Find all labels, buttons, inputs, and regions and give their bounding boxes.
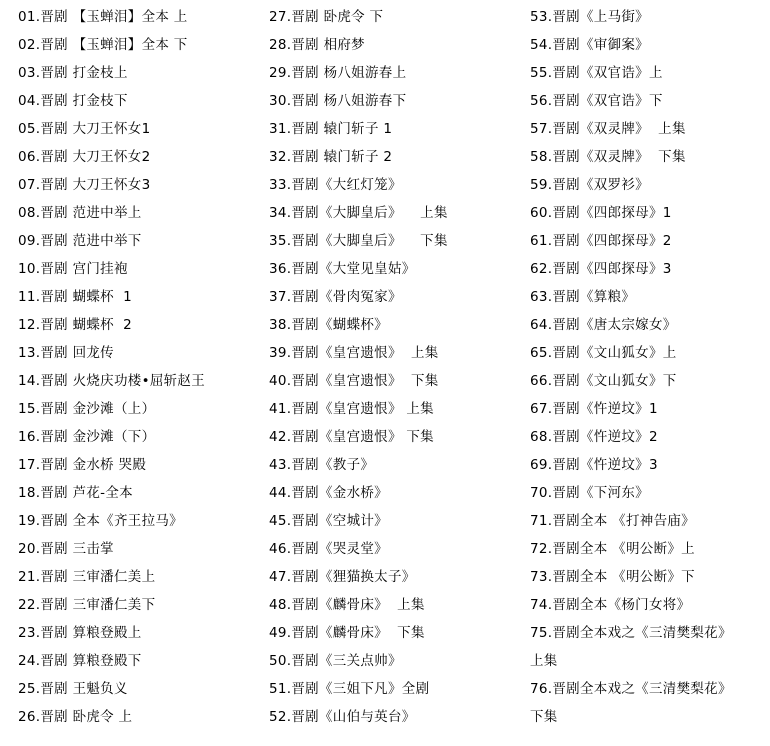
list-item — [530, 619, 770, 647]
item-number: 15. — [18, 401, 41, 417]
item-title: 上集 — [530, 653, 558, 669]
list-item — [18, 451, 258, 479]
item-title: 晋剧《皇宫遗恨》 下集 — [291, 429, 434, 445]
list-item — [269, 171, 519, 199]
item-number: 34. — [269, 205, 292, 221]
item-number: 53. — [530, 9, 553, 25]
item-number: 40. — [269, 373, 292, 389]
item-number: 20. — [18, 541, 41, 557]
list-item — [269, 507, 519, 535]
list-item — [530, 479, 770, 507]
item-number: 39. — [269, 345, 292, 361]
list-item — [530, 423, 770, 451]
item-number: 36. — [269, 261, 292, 277]
list-item — [269, 703, 519, 731]
list-item — [530, 451, 770, 479]
item-title: 晋剧《文山狐女》下 — [552, 373, 677, 389]
item-title: 晋剧《皇宫遗恨》 上集 — [291, 401, 434, 417]
item-number: 12. — [18, 317, 41, 333]
item-title: 晋剧《唐太宗嫁女》 — [552, 317, 677, 333]
item-number: 01. — [18, 9, 41, 25]
list-item — [18, 647, 258, 675]
list-item — [18, 395, 258, 423]
item-title: 晋剧《双官诰》上 — [552, 65, 663, 81]
list-item — [269, 311, 519, 339]
item-title: 晋剧 卧虎令 上 — [40, 709, 133, 725]
item-title: 晋剧《蝴蝶杯》 — [291, 317, 388, 333]
item-number: 70. — [530, 485, 553, 501]
list-item — [530, 507, 770, 535]
list-item — [269, 619, 519, 647]
item-number: 59. — [530, 177, 553, 193]
list-item — [269, 143, 519, 171]
item-title: 晋剧 蝴蝶杯 1 — [40, 289, 133, 305]
item-number: 08. — [18, 205, 41, 221]
item-title: 晋剧《狸猫换太子》 — [291, 569, 416, 585]
list-item — [269, 87, 519, 115]
item-number: 21. — [18, 569, 41, 585]
item-title: 晋剧 芦花-全本 — [40, 485, 133, 501]
item-title: 晋剧 大刀王怀女2 — [40, 149, 151, 165]
item-number: 14. — [18, 373, 41, 389]
item-title: 晋剧全本《杨门女将》 — [552, 597, 691, 613]
list-item — [269, 451, 519, 479]
item-number: 56. — [530, 93, 553, 109]
list-item — [269, 31, 519, 59]
item-title: 晋剧 打金枝下 — [40, 93, 128, 109]
item-title: 晋剧《空城计》 — [291, 513, 388, 529]
list-item — [530, 703, 770, 731]
item-number: 71. — [530, 513, 553, 529]
list-item — [530, 59, 770, 87]
list-item — [530, 115, 770, 143]
item-title: 晋剧 杨八姐游春上 — [291, 65, 407, 81]
item-title: 晋剧《双灵牌》 下集 — [552, 149, 686, 165]
item-title: 晋剧《忤逆坟》2 — [552, 429, 658, 445]
item-number: 69. — [530, 457, 553, 473]
item-number: 35. — [269, 233, 292, 249]
item-title: 晋剧 三审潘仁美下 — [40, 597, 156, 613]
item-title: 晋剧《双灵牌》 上集 — [552, 121, 686, 137]
item-number: 02. — [18, 37, 41, 53]
list-item — [530, 255, 770, 283]
item-title: 晋剧 宫门挂袍 — [40, 261, 128, 277]
item-number: 74. — [530, 597, 553, 613]
list-item — [18, 675, 258, 703]
list-item — [18, 311, 258, 339]
list-item — [18, 535, 258, 563]
list-item — [269, 339, 519, 367]
item-title: 晋剧《双罗衫》 — [552, 177, 649, 193]
item-title: 晋剧 金沙滩（下） — [40, 429, 156, 445]
item-title: 晋剧《大红灯笼》 — [291, 177, 402, 193]
list-item — [18, 87, 258, 115]
list-column-3 — [530, 3, 770, 731]
list-item — [530, 647, 770, 675]
item-title: 晋剧全本 《明公断》下 — [552, 569, 695, 585]
item-number: 46. — [269, 541, 292, 557]
item-number: 44. — [269, 485, 292, 501]
item-title: 晋剧 打金枝上 — [40, 65, 128, 81]
item-number: 03. — [18, 65, 41, 81]
item-number: 48. — [269, 597, 292, 613]
list-item — [530, 227, 770, 255]
list-item — [18, 591, 258, 619]
list-item — [18, 423, 258, 451]
list-item — [530, 87, 770, 115]
item-number: 50. — [269, 653, 292, 669]
item-title: 晋剧《皇宫遗恨》 下集 — [291, 373, 439, 389]
item-title: 晋剧《四郎探母》2 — [552, 233, 672, 249]
list-item — [269, 3, 519, 31]
item-number: 22. — [18, 597, 41, 613]
item-title: 晋剧 辕门斩子 1 — [291, 121, 393, 137]
item-title: 晋剧 蝴蝶杯 2 — [40, 317, 133, 333]
list-item — [269, 115, 519, 143]
list-column-1 — [18, 3, 258, 731]
item-title: 晋剧《金水桥》 — [291, 485, 388, 501]
item-number: 09. — [18, 233, 41, 249]
item-title: 晋剧《文山狐女》上 — [552, 345, 677, 361]
list-item — [530, 395, 770, 423]
item-number: 62. — [530, 261, 553, 277]
item-number: 04. — [18, 93, 41, 109]
list-item — [530, 311, 770, 339]
item-number: 31. — [269, 121, 292, 137]
list-item — [530, 563, 770, 591]
item-number: 61. — [530, 233, 553, 249]
item-title: 晋剧 范进中举上 — [40, 205, 142, 221]
item-title: 晋剧《教子》 — [291, 457, 375, 473]
list-item — [269, 675, 519, 703]
item-number: 52. — [269, 709, 292, 725]
item-title: 晋剧全本戏之《三清樊梨花》 — [552, 625, 732, 641]
list-item — [530, 591, 770, 619]
item-number: 10. — [18, 261, 41, 277]
item-title: 晋剧 火烧庆功楼•屈斩赵王 — [40, 373, 206, 389]
item-number: 45. — [269, 513, 292, 529]
item-number: 13. — [18, 345, 41, 361]
item-title: 晋剧《麟骨床》 下集 — [291, 625, 425, 641]
item-title: 晋剧《下河东》 — [552, 485, 649, 501]
list-item — [18, 255, 258, 283]
list-item — [18, 171, 258, 199]
item-title: 晋剧 金沙滩（上） — [40, 401, 156, 417]
item-title: 晋剧 杨八姐游春下 — [291, 93, 407, 109]
item-title: 晋剧 王魁负义 — [40, 681, 128, 697]
list-item — [269, 563, 519, 591]
list-item — [530, 367, 770, 395]
list-item — [269, 59, 519, 87]
item-title: 晋剧 三击掌 — [40, 541, 114, 557]
item-title: 晋剧《双官诰》下 — [552, 93, 663, 109]
item-title: 下集 — [530, 709, 558, 725]
list-item — [18, 227, 258, 255]
list-item — [269, 479, 519, 507]
list-column-2 — [269, 3, 519, 731]
item-number: 55. — [530, 65, 553, 81]
item-number: 54. — [530, 37, 553, 53]
item-number: 23. — [18, 625, 41, 641]
item-number: 76. — [530, 681, 553, 697]
item-number: 33. — [269, 177, 292, 193]
item-title: 晋剧《皇宫遗恨》 上集 — [291, 345, 439, 361]
item-number: 05. — [18, 121, 41, 137]
list-item — [530, 675, 770, 703]
item-number: 68. — [530, 429, 553, 445]
list-item — [530, 3, 770, 31]
item-title: 晋剧 大刀王怀女1 — [40, 121, 151, 137]
item-title: 晋剧 范进中举下 — [40, 233, 142, 249]
list-item — [269, 395, 519, 423]
item-number: 07. — [18, 177, 41, 193]
item-number: 65. — [530, 345, 553, 361]
list-item — [18, 143, 258, 171]
list-item — [18, 619, 258, 647]
item-number: 42. — [269, 429, 292, 445]
list-item — [18, 3, 258, 31]
item-title: 晋剧 算粮登殿下 — [40, 653, 142, 669]
item-number: 57. — [530, 121, 553, 137]
item-title: 晋剧《哭灵堂》 — [291, 541, 388, 557]
list-item — [18, 563, 258, 591]
item-title: 晋剧 【玉蝉泪】全本 下 — [40, 37, 188, 53]
list-item — [18, 479, 258, 507]
item-number: 38. — [269, 317, 292, 333]
list-item — [530, 143, 770, 171]
item-title: 晋剧 辕门斩子 2 — [291, 149, 393, 165]
item-number: 32. — [269, 149, 292, 165]
item-title: 晋剧《三关点帅》 — [291, 653, 402, 669]
list-item — [18, 59, 258, 87]
item-number: 64. — [530, 317, 553, 333]
item-title: 晋剧《三姐下凡》全剧 — [291, 681, 430, 697]
item-number: 17. — [18, 457, 41, 473]
item-number: 18. — [18, 485, 41, 501]
list-item — [18, 283, 258, 311]
list-item — [269, 535, 519, 563]
list-item — [269, 591, 519, 619]
item-title: 晋剧《上马街》 — [552, 9, 649, 25]
item-title: 晋剧《大脚皇后》 下集 — [291, 233, 448, 249]
list-item — [18, 199, 258, 227]
item-number: 30. — [269, 93, 292, 109]
item-number: 25. — [18, 681, 41, 697]
item-number: 24. — [18, 653, 41, 669]
list-item — [18, 703, 258, 731]
item-number: 73. — [530, 569, 553, 585]
item-number: 51. — [269, 681, 292, 697]
item-title: 晋剧《山伯与英台》 — [291, 709, 416, 725]
item-title: 晋剧《骨肉冤家》 — [291, 289, 402, 305]
item-title: 晋剧《四郎探母》3 — [552, 261, 672, 277]
item-number: 28. — [269, 37, 292, 53]
list-item — [530, 283, 770, 311]
item-number: 37. — [269, 289, 292, 305]
item-title: 晋剧 大刀王怀女3 — [40, 177, 151, 193]
list-item — [269, 283, 519, 311]
item-title: 晋剧 相府梦 — [291, 37, 365, 53]
item-title: 晋剧 【玉蝉泪】全本 上 — [40, 9, 188, 25]
list-item — [530, 31, 770, 59]
item-number: 29. — [269, 65, 292, 81]
item-number: 43. — [269, 457, 292, 473]
item-title: 晋剧 全本《齐王拉马》 — [40, 513, 183, 529]
item-number: 41. — [269, 401, 292, 417]
item-number: 06. — [18, 149, 41, 165]
list-item — [269, 199, 519, 227]
item-number: 66. — [530, 373, 553, 389]
item-title: 晋剧《算粮》 — [552, 289, 636, 305]
item-title: 晋剧全本 《明公断》上 — [552, 541, 695, 557]
item-title: 晋剧《忤逆坟》1 — [552, 401, 658, 417]
item-number: 19. — [18, 513, 41, 529]
list-item — [530, 535, 770, 563]
item-number: 11. — [18, 289, 41, 305]
item-title: 晋剧《四郎探母》1 — [552, 205, 672, 221]
item-title: 晋剧 算粮登殿上 — [40, 625, 142, 641]
item-number: 49. — [269, 625, 292, 641]
item-number: 67. — [530, 401, 553, 417]
list-item — [18, 339, 258, 367]
item-number: 26. — [18, 709, 41, 725]
item-number: 27. — [269, 9, 292, 25]
item-number: 75. — [530, 625, 553, 641]
list-item — [269, 227, 519, 255]
item-title: 晋剧《忤逆坟》3 — [552, 457, 658, 473]
list-item — [269, 255, 519, 283]
list-item — [18, 115, 258, 143]
list-item — [18, 507, 258, 535]
list-item — [530, 339, 770, 367]
item-title: 晋剧 三审潘仁美上 — [40, 569, 156, 585]
item-title: 晋剧《审御案》 — [552, 37, 649, 53]
item-title: 晋剧 金水桥 哭殿 — [40, 457, 147, 473]
list-item — [18, 31, 258, 59]
item-title: 晋剧《麟骨床》 上集 — [291, 597, 425, 613]
item-title: 晋剧 回龙传 — [40, 345, 114, 361]
item-number: 72. — [530, 541, 553, 557]
item-number: 60. — [530, 205, 553, 221]
item-title: 晋剧 卧虎令 下 — [291, 9, 384, 25]
list-item — [18, 367, 258, 395]
item-title: 晋剧全本戏之《三清樊梨花》 — [552, 681, 732, 697]
list-item — [530, 199, 770, 227]
list-item — [269, 367, 519, 395]
item-title: 晋剧《大脚皇后》 上集 — [291, 205, 448, 221]
list-item — [269, 423, 519, 451]
list-item — [530, 171, 770, 199]
item-title: 晋剧《大堂见皇姑》 — [291, 261, 416, 277]
item-number: 63. — [530, 289, 553, 305]
item-title: 晋剧全本 《打神告庙》 — [552, 513, 695, 529]
item-number: 58. — [530, 149, 553, 165]
list-item — [269, 647, 519, 675]
item-number: 16. — [18, 429, 41, 445]
item-number: 47. — [269, 569, 292, 585]
